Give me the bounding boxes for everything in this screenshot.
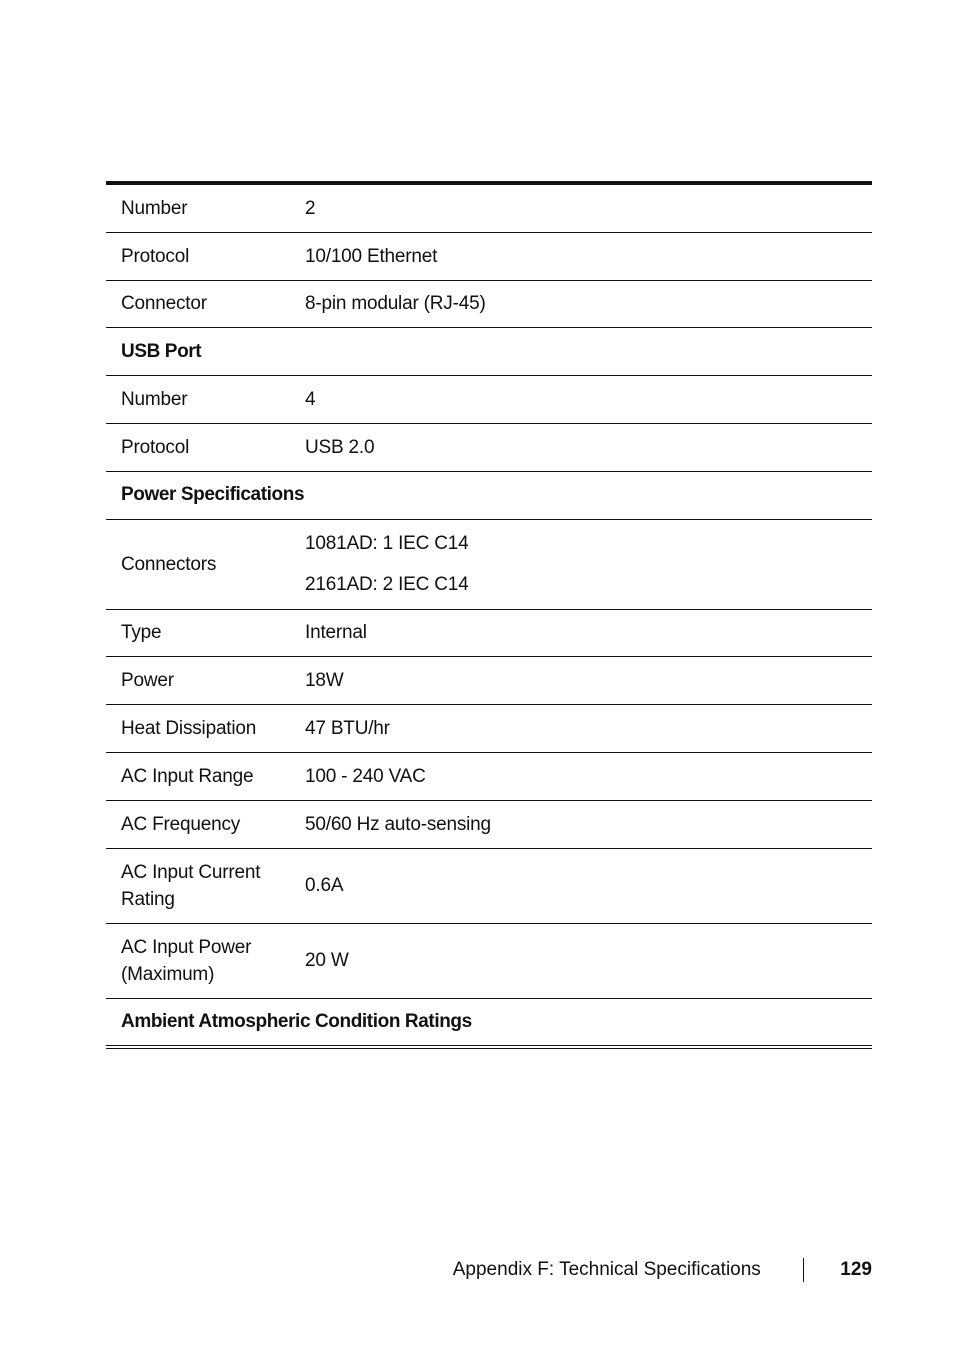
spec-value: USB 2.0 <box>305 436 375 458</box>
table-row <box>106 801 872 849</box>
table-row <box>106 705 872 753</box>
spec-label: Type <box>121 622 162 644</box>
spec-value: 100 - 240 VAC <box>305 765 426 787</box>
section-row <box>106 999 872 1049</box>
table-row <box>106 281 872 329</box>
table-row <box>106 849 872 924</box>
spec-value: 47 BTU/hr <box>305 718 390 740</box>
section-title: USB Port <box>121 340 202 362</box>
table-row <box>106 424 872 472</box>
spec-label: Protocol <box>121 436 190 458</box>
spec-label: Number <box>121 389 188 411</box>
spec-value: 8-pin modular (RJ-45) <box>305 293 486 315</box>
spec-label: Heat Dissipation <box>121 718 257 740</box>
spec-table <box>106 181 872 1049</box>
table-row <box>106 185 872 233</box>
table-row <box>106 753 872 801</box>
table-row <box>106 520 872 610</box>
section-title: Ambient Atmospheric Condition Ratings <box>121 1010 472 1032</box>
spec-label: AC Frequency <box>121 813 241 835</box>
table-row <box>106 376 872 424</box>
spec-label: AC Input Power (Maximum) <box>121 936 252 985</box>
table-row <box>106 610 872 658</box>
spec-value: 50/60 Hz auto-sensing <box>305 813 491 835</box>
page-footer <box>453 1258 872 1282</box>
spec-value: 20 W <box>305 950 349 972</box>
spec-value-line: 1081AD: 1 IEC C14 <box>305 533 469 555</box>
spec-label: Connectors <box>121 553 217 575</box>
table-row <box>106 924 872 999</box>
spec-value: 10/100 Ethernet <box>305 245 438 267</box>
section-row <box>106 472 872 520</box>
spec-value: 18W <box>305 670 344 692</box>
spec-value-line: 2161AD: 2 IEC C14 <box>305 574 469 596</box>
spec-value: 0.6A <box>305 875 344 897</box>
spec-label: Number <box>121 197 188 219</box>
section-title: Power Specifications <box>121 484 305 506</box>
spec-label: AC Input Current Rating <box>121 861 261 910</box>
spec-label: Power <box>121 670 174 692</box>
page-number: 129 <box>840 1259 872 1280</box>
spec-label: AC Input Range <box>121 765 254 787</box>
spec-value <box>305 523 872 605</box>
footer-divider <box>803 1258 805 1282</box>
spec-value: 2 <box>305 197 316 219</box>
section-row <box>106 328 872 376</box>
table-row <box>106 233 872 281</box>
spec-value: 4 <box>305 389 316 411</box>
spec-label: Connector <box>121 293 207 315</box>
spec-value: Internal <box>305 622 367 644</box>
footer-title: Appendix F: Technical Specifications <box>452 1259 761 1280</box>
table-row <box>106 657 872 705</box>
spec-label: Protocol <box>121 245 190 267</box>
